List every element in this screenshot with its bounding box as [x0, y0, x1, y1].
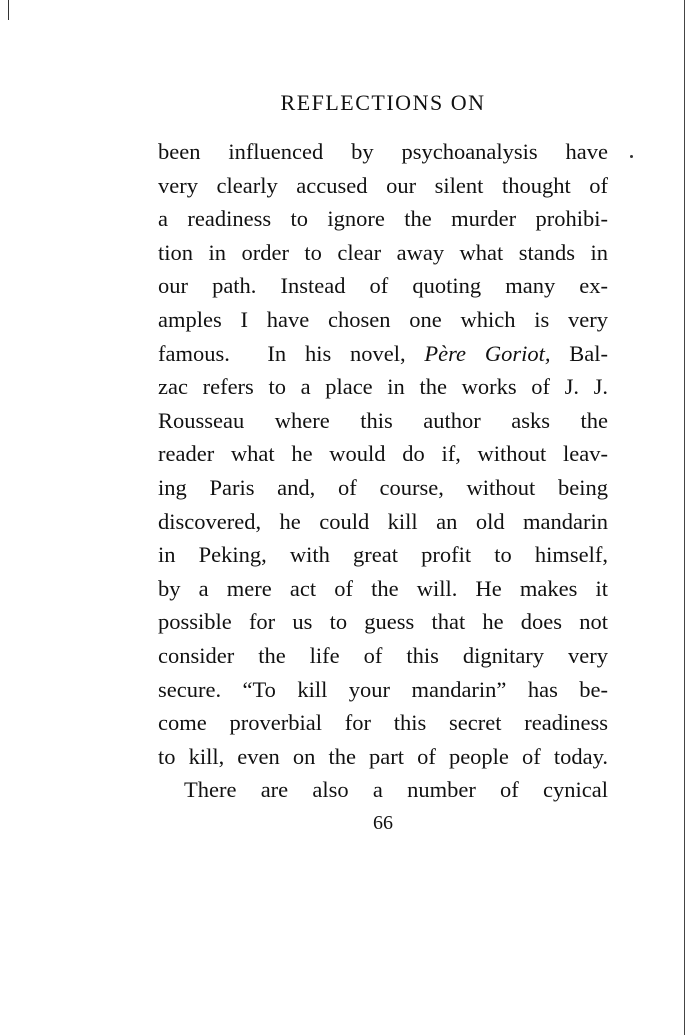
page-number: 66	[373, 812, 393, 834]
text-segment: Bal-	[550, 340, 608, 366]
text-line: consider the life of this dignitary very	[158, 642, 608, 668]
scan-speck	[630, 155, 633, 158]
body-text	[158, 135, 608, 807]
text-line: come proverbial for this secret readiness	[158, 710, 608, 736]
text-line: Rousseau where this author asks the	[158, 407, 608, 433]
text-line: to kill, even on the part of people of today.	[158, 743, 608, 769]
novel-title: Père Goriot,	[424, 340, 551, 366]
running-head: REFLECTIONS ON	[280, 90, 486, 115]
text-line: tion in order to clear away what stands in	[158, 239, 608, 265]
text-line	[158, 337, 608, 371]
text-line: possible for us to guess that he does not	[158, 609, 608, 635]
text-line: very clearly accused our silent thought of	[158, 172, 608, 198]
paragraph-start-line: There are also a number of cynical	[184, 777, 608, 803]
text-line: our path. Instead of quoting many ex-	[158, 273, 608, 299]
scan-edge-mark	[8, 0, 9, 20]
text-line: in Peking, with great profit to himself,	[158, 542, 608, 568]
text-line: reader what he would do if, without leav-	[158, 441, 608, 467]
text-line: amples I have chosen one which is very	[158, 306, 608, 332]
text-line: discovered, he could kill an old mandarin	[158, 508, 608, 534]
text-line: ing Paris and, of course, without being	[158, 474, 608, 500]
text-line: zac refers to a place in the works of J. J.	[158, 374, 608, 400]
text-line: by a mere act of the will. He makes it	[158, 575, 608, 601]
scan-page-edge	[684, 0, 685, 1035]
text-line: been influenced by psychoanalysis have	[158, 139, 608, 164]
text-segment: famous. In his novel,	[158, 340, 425, 366]
text-line: a readiness to ignore the murder prohibi-	[158, 206, 608, 232]
text-line: secure. “To kill your mandarin” has be-	[158, 676, 608, 702]
